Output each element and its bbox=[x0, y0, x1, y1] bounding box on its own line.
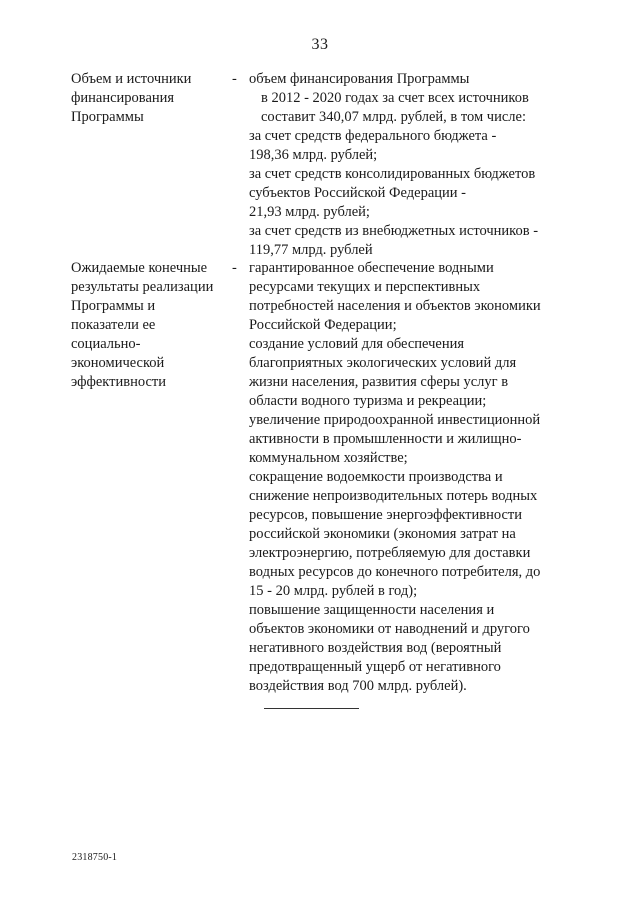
label-line: финансирования bbox=[71, 90, 175, 106]
row-dash: - bbox=[232, 260, 237, 276]
content-line: 119,77 млрд. рублей bbox=[249, 242, 373, 258]
row-dash: - bbox=[232, 71, 237, 87]
document-code: 2318750-1 bbox=[72, 852, 118, 863]
content-line: в 2012 - 2020 годах за счет всех источников bbox=[261, 90, 529, 106]
content-line: объектов экономики от наводнений и другого bbox=[249, 621, 530, 637]
content-line: объем финансирования Программы bbox=[249, 71, 470, 87]
content-line: потребностей населения и объектов экономики bbox=[249, 298, 541, 314]
content-line: негативного воздействия вод (вероятный bbox=[249, 640, 502, 656]
content-line: 21,93 млрд. рублей; bbox=[249, 204, 370, 220]
row-label bbox=[71, 70, 231, 127]
content-line: ресурсов, повышение энергоэффективности bbox=[249, 507, 523, 523]
content-line: благоприятных экологических условий для bbox=[249, 355, 517, 371]
content-line: Российской Федерации; bbox=[249, 317, 397, 333]
content-line: создание условий для обеспечения bbox=[249, 336, 465, 352]
content-line: жизни населения, развития сферы услуг в bbox=[249, 374, 509, 390]
end-of-section-rule bbox=[264, 708, 359, 709]
content-line: активности в промышленности и жилищно- bbox=[249, 431, 522, 447]
label-line: Объем и источники bbox=[71, 71, 192, 87]
row-content bbox=[249, 259, 589, 696]
label-line: результаты реализации bbox=[71, 279, 214, 295]
content-line: составит 340,07 млрд. рублей, в том числе: bbox=[261, 109, 526, 125]
content-line: за счет средств консолидированных бюджетов bbox=[249, 166, 536, 182]
content-line: российской экономики (экономия затрат на bbox=[249, 526, 516, 542]
content-line: 15 - 20 млрд. рублей в год); bbox=[249, 583, 418, 599]
row-label bbox=[71, 259, 231, 392]
label-line: социально- bbox=[71, 336, 141, 352]
label-line: Ожидаемые конечные bbox=[71, 260, 208, 276]
label-line: показатели ее bbox=[71, 317, 156, 333]
content-line: за счет средств из внебюджетных источников - bbox=[249, 223, 539, 239]
content-line: предотвращенный ущерб от негативного bbox=[249, 659, 501, 675]
content-line: области водного туризма и рекреации; bbox=[249, 393, 487, 409]
content-line: за счет средств федерального бюджета - bbox=[249, 128, 497, 144]
content-line: воздействия вод 700 млрд. рублей). bbox=[249, 678, 467, 694]
page-number: 33 bbox=[311, 36, 329, 53]
label-line: экономической bbox=[71, 355, 165, 371]
content-line: субъектов Российской Федерации - bbox=[249, 185, 466, 201]
content-line: 198,36 млрд. рублей; bbox=[249, 147, 378, 163]
content-line: электроэнергию, потребляемую для доставки bbox=[249, 545, 531, 561]
label-line: Программы и bbox=[71, 298, 156, 314]
label-line: Программы bbox=[71, 109, 144, 125]
label-line: эффективности bbox=[71, 374, 166, 390]
content-line: ресурсами текущих и перспективных bbox=[249, 279, 481, 295]
content-line: коммунальном хозяйстве; bbox=[249, 450, 408, 466]
content-line: увеличение природоохранной инвестиционной bbox=[249, 412, 541, 428]
row-content bbox=[249, 70, 589, 260]
content-line: гарантированное обеспечение водными bbox=[249, 260, 494, 276]
content-line: повышение защищенности населения и bbox=[249, 602, 495, 618]
content-line: водных ресурсов до конечного потребителя, до bbox=[249, 564, 541, 580]
content-line: снижение непроизводительных потерь водных bbox=[249, 488, 538, 504]
content-line: сокращение водоемкости производства и bbox=[249, 469, 503, 485]
